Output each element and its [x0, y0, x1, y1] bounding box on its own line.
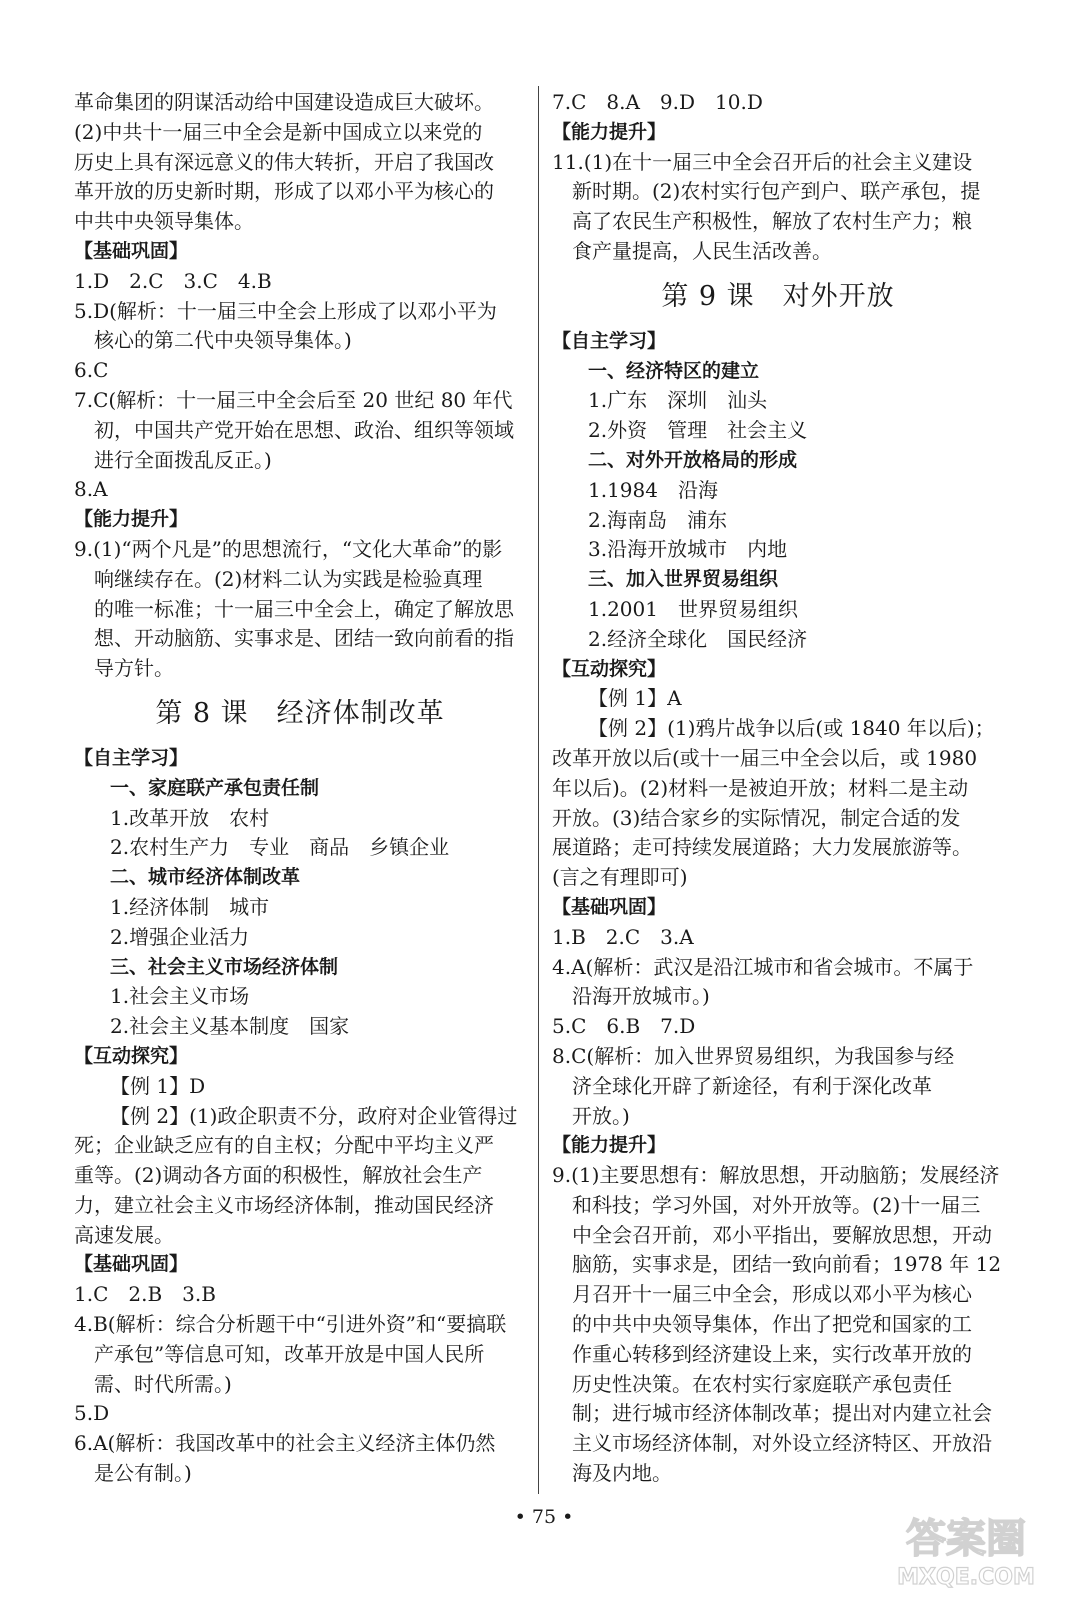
section-heading: 【自主学习】	[74, 746, 189, 769]
text-line: 9.(1)主要思想有：解放思想，开动脑筋；发展经济	[552, 1163, 1000, 1188]
subsection-heading: 三、加入世界贸易组织	[588, 568, 779, 591]
section-heading: 【基础巩固】	[552, 895, 667, 918]
text-line: 2.海南岛 浦东	[588, 507, 728, 532]
text-line: 月召开十一届三中全会，形成以邓小平为核心	[572, 1282, 972, 1307]
text-line: 5.D	[74, 1401, 110, 1426]
text-line: 的中共中央领导集体，作出了把党和国家的工	[572, 1312, 972, 1337]
text-line: 重等。(2)调动各方面的积极性，解放社会生产	[74, 1163, 483, 1188]
text-line: 海及内地。	[572, 1461, 672, 1486]
text-line: 高了农民生产积极性，解放了农村生产力；粮	[572, 209, 972, 234]
text-line: 济全球化开辟了新途径，有利于深化改革	[572, 1073, 932, 1098]
lesson-title: 第 9 课 对外开放	[661, 280, 895, 312]
text-line: 2.增强企业活力	[110, 924, 250, 949]
text-line: 死；企业缺乏应有的自主权；分配中平均主义严	[74, 1133, 494, 1158]
lesson-title: 第 8 课 经济体制改革	[155, 697, 445, 729]
text-line: 需、时代所需。)	[94, 1371, 232, 1396]
text-line: 2.社会主义基本制度 国家	[110, 1014, 350, 1039]
section-heading: 【能力提升】	[552, 120, 667, 143]
right-column	[552, 88, 1004, 1489]
text-line: 6.A(解析：我国改革中的社会主义经济主体仍然	[74, 1431, 496, 1456]
text-line: 1.经济体制 城市	[110, 894, 270, 919]
section-heading: 【互动探究】	[74, 1044, 189, 1067]
text-line: 中全会召开前，邓小平指出，要解放思想，开动	[572, 1222, 992, 1247]
subsection-heading: 一、家庭联产承包责任制	[110, 776, 320, 799]
text-line: 初，中国共产党开始在思想、政治、组织等领域	[94, 417, 514, 442]
subsection-heading: 一、经济特区的建立	[588, 359, 760, 382]
text-line: 1.2001 世界贸易组织	[588, 596, 798, 621]
text-line: 开放。(3)结合家乡的实际情况，制定合适的发	[552, 805, 961, 830]
text-line: 革开放的历史新时期，形成了以邓小平为核心的	[74, 179, 494, 204]
watermark-logo	[866, 1502, 1066, 1592]
text-line: 1.社会主义市场	[110, 984, 250, 1009]
text-line: 革命集团的阴谋活动给中国建设造成巨大破坏。	[74, 90, 494, 114]
section-heading: 【基础巩固】	[74, 1253, 189, 1276]
text-line: 3.沿海开放城市 内地	[588, 537, 788, 562]
text-line: 历史性决策。在农村实行家庭联产承包责任	[572, 1371, 952, 1396]
text-line: 高速发展。	[74, 1222, 174, 1247]
text-line: 历史上具有深远意义的伟大转折，开启了我国改	[74, 149, 494, 174]
text-line: 想、开动脑筋、实事求是、团结一致向前看的指	[94, 626, 514, 651]
text-line: 中共中央领导集体。	[74, 209, 254, 234]
column-divider	[538, 86, 539, 1494]
text-line: (2)中共十一届三中全会是新中国成立以来党的	[74, 119, 483, 144]
subsection-heading: 二、城市经济体制改革	[110, 866, 301, 889]
svg-text:MXQE.COM: MXQE.COM	[897, 1565, 1035, 1590]
text-line: 1.广东 深圳 汕头	[588, 388, 768, 413]
text-line: 脑筋，实事求是，团结一致向前看；1978 年 12	[572, 1252, 1002, 1277]
text-line: 作重心转移到经济建设上来，实行改革开放的	[572, 1341, 972, 1366]
text-line: 8.A	[74, 477, 108, 502]
text-line: 2.外资 管理 社会主义	[588, 418, 808, 443]
subsection-heading: 二、对外开放格局的形成	[588, 448, 798, 471]
section-heading: 【能力提升】	[74, 508, 189, 531]
text-line: (言之有理即可)	[552, 865, 688, 890]
text-line: 展道路；走可持续发展道路；大力发展旅游等。	[552, 835, 972, 860]
text-line: 1.改革开放 农村	[110, 805, 270, 830]
text-line: 沿海开放城市。)	[572, 984, 710, 1009]
text-line: 7.C(解析：十一届三中全会后至 20 世纪 80 年代	[74, 387, 513, 412]
text-line: 4.A(解析：武汉是沿江城市和省会城市。不属于	[552, 954, 974, 979]
text-line: 7.C 8.A 9.D 10.D	[552, 90, 763, 114]
text-line: 11.(1)在十一届三中全会召开后的社会主义建设	[552, 149, 973, 174]
text-line: 1.D 2.C 3.C 4.B	[74, 268, 272, 293]
text-line: 和科技；学习外国，对外开放等。(2)十一届三	[572, 1192, 981, 1217]
text-line: 4.B(解析：综合分析题干中“引进外资”和“要搞联	[74, 1312, 507, 1337]
text-line: 核心的第二代中央领导集体。)	[94, 328, 352, 353]
subsection-heading: 三、社会主义市场经济体制	[110, 955, 339, 978]
text-line: 新时期。(2)农村实行包产到户、联产承包，提	[572, 179, 981, 204]
left-column	[74, 88, 526, 1489]
section-heading: 【自主学习】	[552, 329, 667, 352]
text-line: 进行全面拨乱反正。)	[94, 447, 272, 472]
text-line: 【例 2】(1)鸦片战争以后(或 1840 年以后)；	[588, 716, 995, 741]
section-heading: 【能力提升】	[552, 1134, 667, 1157]
text-line: 5.C 6.B 7.D	[552, 1014, 696, 1039]
text-line: 的唯一标准；十一届三中全会上，确定了解放思	[94, 596, 514, 621]
text-line: 2.经济全球化 国民经济	[588, 626, 808, 651]
text-line: 5.D(解析：十一届三中全会上形成了以邓小平为	[74, 298, 497, 323]
text-line: 是公有制。)	[94, 1461, 192, 1486]
text-line: 开放。)	[572, 1103, 630, 1128]
text-line: 6.C	[74, 358, 109, 383]
text-line: 【例 1】A	[588, 686, 682, 711]
text-line: 2.农村生产力 专业 商品 乡镇企业	[110, 835, 450, 860]
text-line: 改革开放以后(或十一届三中全会以后，或 1980	[552, 745, 978, 770]
text-line: 【例 1】D	[110, 1073, 206, 1098]
text-line: 1.B 2.C 3.A	[552, 924, 694, 949]
text-line: 产承包”等信息可知，改革开放是中国人民所	[94, 1341, 485, 1366]
svg-text:答案圈: 答案圈	[906, 1516, 1026, 1562]
page-number: • 75 •	[514, 1506, 574, 1528]
text-line: 9.(1)“两个凡是”的思想流行，“文化大革命”的影	[74, 536, 503, 561]
text-line: 力，建立社会主义市场经济体制，推动国民经济	[74, 1192, 494, 1217]
text-line: 导方针。	[94, 656, 174, 681]
text-line: 主义市场经济体制，对外设立经济特区、开放沿	[572, 1431, 992, 1456]
text-line: 年以后)。(2)材料一是被迫开放；材料二是主动	[552, 775, 969, 800]
text-line: 制；进行城市经济体制改革；提出对内建立社会	[572, 1401, 992, 1426]
text-line: 响继续存在。(2)材料二认为实践是检验真理	[94, 566, 483, 591]
text-line: 【例 2】(1)政企职责不分，政府对企业管得过	[110, 1103, 518, 1128]
text-line: 8.C(解析：加入世界贸易组织，为我国参与经	[552, 1043, 955, 1068]
section-heading: 【基础巩固】	[74, 239, 189, 262]
text-line: 食产量提高，人民生活改善。	[572, 238, 832, 263]
section-heading: 【互动探究】	[552, 657, 667, 680]
text-line: 1.C 2.B 3.B	[74, 1282, 216, 1307]
text-line: 1.1984 沿海	[588, 477, 718, 502]
